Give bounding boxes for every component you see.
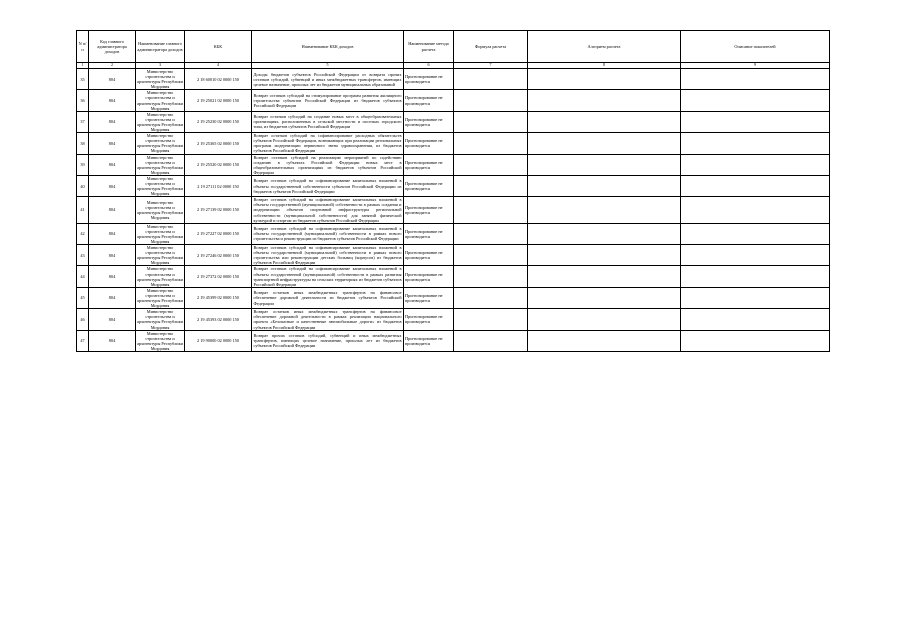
row-admin-code: 804 [89,197,136,223]
row-algorithm [528,175,681,196]
row-formula [454,133,528,154]
table-row [77,197,830,223]
row-kbk: 2 19 27246 02 0000 150 [185,245,252,266]
row-admin-name: Министерство строительства и архитектуры Республики Мордовия [137,133,183,154]
row-admin-name: Министерство строительства и архитектуры Республики Мордовия [137,154,183,175]
row-number: 37 [77,111,89,132]
row-number: 46 [77,309,89,330]
header-admin-name: Наименование главного администратора доходов [136,31,185,63]
header-row [77,31,830,63]
row-kbk-name: Возврат остатков иных межбюджетных трансфертов на финансовое обеспечение дорожной деятельности в рамках реализации национального проекта «Безопасные и качественные автомобильные дороги» из бюджетов субъектов Российской Федерации [253,309,402,330]
row-kbk-name: Возврат остатков субсидий на софинансирование расходных обязательств субъектов Российской Федерации, возникающих при реализации региональных программ модернизации первичного звена здравоохранения, из бюджетов субъектов Российской Федерации [253,133,402,154]
row-method: Прогнозирование не производится [404,111,454,132]
row-algorithm [528,266,681,287]
row-number: 44 [77,266,89,287]
row-formula [454,90,528,111]
row-formula [454,309,528,330]
row-formula [454,197,528,223]
row-indicators [681,330,830,351]
row-indicators [681,69,830,90]
row-kbk: 2 19 25230 02 0000 150 [185,111,252,132]
row-kbk: 2 19 27227 02 0000 150 [185,223,252,244]
row-admin-code: 804 [89,90,136,111]
row-number: 40 [77,175,89,196]
row-indicators [681,90,830,111]
header-kbk-name: Наименование КБК доходов [252,31,404,63]
row-indicators [681,245,830,266]
row-method: Прогнозирование не производится [404,223,454,244]
table-row [77,154,830,175]
column-number: 1 [77,63,89,69]
row-kbk-name: Доходы бюджетов субъектов Российской Федерации от возврата прочих остатков субсидий, субвенций и иных межбюджетных трансфертов, имеющих целевое назначение, прошлых лет из бюджетов муниципальных образований [252,69,404,90]
row-algorithm [528,133,681,154]
row-kbk: 2 19 45399 02 0000 150 [185,287,252,308]
row-method: Прогнозирование не производится [404,245,454,266]
row-algorithm [528,69,681,90]
row-method: Прогнозирование не производится [404,197,454,223]
column-number: 9 [681,63,830,69]
row-indicators [681,287,830,308]
header-method: Наименование метода расчета [404,31,454,63]
row-number: 39 [77,154,89,175]
row-kbk: 2 19 25021 02 0000 150 [185,90,252,111]
row-method: Прогнозирование не производится [404,287,454,308]
row-formula [454,111,528,132]
row-admin-name: Министерство строительства и архитектуры Республики Мордовия [137,309,183,330]
row-kbk: 2 19 25520 02 0000 150 [185,154,252,175]
table-row [77,330,830,351]
column-number: 7 [454,63,528,69]
row-algorithm [528,287,681,308]
row-method: Прогнозирование не производится [404,309,454,330]
column-number: 3 [136,63,185,69]
row-number: 45 [77,287,89,308]
row-kbk: 2 19 25365 02 0000 150 [185,133,252,154]
row-algorithm [528,154,681,175]
row-admin-code: 804 [89,154,136,175]
document-page [76,30,829,352]
row-algorithm [528,197,681,223]
row-kbk-name: Возврат остатков субсидий на реализацию мероприятий по содействию созданию в субъектах Российской Федерации новых мест в общеобразовательных организациях из бюджетов субъектов Российской Федерации [253,154,402,175]
row-number: 41 [77,197,89,223]
column-number: 8 [528,63,681,69]
column-number: 2 [89,63,136,69]
row-formula [454,223,528,244]
income-forecast-table [76,30,830,352]
row-admin-code: 804 [89,330,136,351]
row-indicators [681,175,830,196]
table-row [77,175,830,196]
row-indicators [681,133,830,154]
table-row [77,111,830,132]
row-method: Прогнозирование не производится [404,90,454,111]
row-formula [454,245,528,266]
table-row [77,266,830,287]
row-kbk: 2 19 90000 02 0000 150 [185,330,252,351]
row-admin-name: Министерство строительства и архитектуры Республики Мордовия [137,330,183,351]
row-kbk-name: Возврат остатков иных межбюджетных трансфертов на финансовое обеспечение дорожной деятельности из бюджетов субъектов Российской Федерации [252,287,404,308]
header-kbk: КБК [185,31,252,63]
row-admin-name: Министерство строительства и архитектуры Республики Мордовия [137,175,183,197]
table-row [77,69,830,90]
header-indicators: Описание показателей [681,31,830,63]
row-kbk-name: Возврат остатков субсидий на софинансирование капитальных вложений в объекты государственной (муниципальной) собственности в рамках развития транспортной инфраструктуры на сельских территориях из бюджетов субъектов Российской Федерации [253,266,402,287]
row-indicators [681,309,830,330]
row-indicators [681,223,830,244]
row-method: Прогнозирование не производится [404,330,454,351]
row-algorithm [528,309,681,330]
row-kbk-name: Возврат остатков субсидий на софинансирование капитальных вложений в объекты государственной (муниципальной) собственности в рамках создания и модернизации объектов спортивной инфраструктуры региональной собственности (муниципальной собственности) для занятий физической культурой и спортом из бюджетов субъектов Российской Федерации [253,197,402,223]
row-algorithm [528,111,681,132]
row-method: Прогнозирование не производится [404,266,454,287]
row-number: 43 [77,245,89,266]
row-admin-code: 804 [89,133,136,154]
column-number: 5 [252,63,404,69]
row-kbk-name: Возврат остатков субсидий на стимулирование программ развития жилищного строительства субъектов Российской Федерации из бюджетов субъектов Российской Федерации [252,90,404,111]
row-admin-name: Министерство строительства и архитектуры Республики Мордовия [137,223,183,244]
row-indicators [681,111,830,132]
row-algorithm [528,245,681,266]
column-number: 4 [185,63,252,69]
row-admin-code: 804 [89,266,136,287]
row-kbk-name: Возврат остатков субсидий на создание новых мест в общеобразовательных организациях, расположенных в сельской местности и поселках городского типа, из бюджетов субъектов Российской Федерации [252,111,404,132]
row-formula [454,154,528,175]
row-formula [454,287,528,308]
row-admin-name: Министерство строительства и архитектуры Республики Мордовия [137,111,183,133]
row-admin-name: Министерство строительства и архитектуры Республики Мордовия [137,69,183,90]
row-formula [454,69,528,90]
table-row [77,133,830,154]
row-number: 36 [77,90,89,111]
row-algorithm [528,90,681,111]
row-algorithm [528,330,681,351]
row-kbk: 2 18 60010 02 0000 150 [185,69,252,90]
row-admin-name: Министерство строительства и архитектуры Республики Мордовия [137,245,183,266]
row-admin-name: Министерство строительства и архитектуры Республики Мордовия [136,197,185,223]
row-admin-code: 804 [89,287,136,308]
row-admin-code: 804 [89,175,136,196]
table-row [77,245,830,266]
row-formula [454,266,528,287]
row-method: Прогнозирование не производится [404,133,454,154]
table-row [77,223,830,244]
row-kbk: 2 19 45393 02 0000 150 [185,309,252,330]
row-indicators [681,266,830,287]
row-method: Прогнозирование не производится [404,69,454,90]
row-admin-name: Министерство строительства и архитектуры Республики Мордовия [137,287,183,309]
table-body [77,69,830,352]
row-admin-name: Министерство строительства и архитектуры Республики Мордовия [137,90,183,111]
row-method: Прогнозирование не производится [404,154,454,175]
header-admin-code: Код главного администратора доходов [89,31,136,63]
row-method: Прогнозирование не производится [404,175,454,196]
header-algorithm: Алгоритм расчета [528,31,681,63]
row-kbk: 2 19 27372 02 0000 150 [185,266,252,287]
row-number: 38 [77,133,89,154]
row-admin-code: 804 [89,69,136,90]
row-formula [454,330,528,351]
row-admin-code: 804 [89,111,136,132]
row-admin-name: Министерство строительства и архитектуры Республики Мордовия [137,266,183,287]
table-row [77,287,830,308]
header-number: N п/п [77,31,89,63]
row-number: 35 [77,69,89,90]
row-admin-code: 804 [89,309,136,330]
row-kbk-name: Возврат остатков субсидий на софинансирование капитальных вложений в объекты государственной собственности субъектов Российской Федерации из бюджетов субъектов Российской Федерации [252,175,404,196]
row-algorithm [528,223,681,244]
row-indicators [681,154,830,175]
row-indicators [681,197,830,223]
row-admin-code: 804 [89,223,136,244]
row-number: 47 [77,330,89,351]
table-row [77,309,830,330]
column-number: 6 [404,63,454,69]
table-row [77,90,830,111]
row-kbk: 2 19 27139 02 0000 150 [185,197,252,223]
row-kbk-name: Возврат остатков субсидий на софинансирование капитальных вложений в объекты государственной (муниципальной) собственности в рамках нового строительства и реконструкции из бюджетов субъектов Российской Федерации [252,223,404,244]
header-formula: Формула расчета [454,31,528,63]
row-number: 42 [77,223,89,244]
row-kbk-name: Возврат остатков субсидий на софинансирование капитальных вложений в объекты государственной (муниципальной) собственности в рамках нового строительства или реконструкции детских больниц (корпусов) из бюджетов субъектов Российской Федерации [253,245,402,266]
row-kbk-name: Возврат прочих остатков субсидий, субвенций и иных межбюджетных трансфертов, имеющих целевое назначение, прошлых лет из бюджетов субъектов Российской Федерации [252,330,404,351]
row-admin-code: 804 [89,245,136,266]
row-formula [454,175,528,196]
row-kbk: 2 19 27111 02 0000 150 [185,175,252,196]
